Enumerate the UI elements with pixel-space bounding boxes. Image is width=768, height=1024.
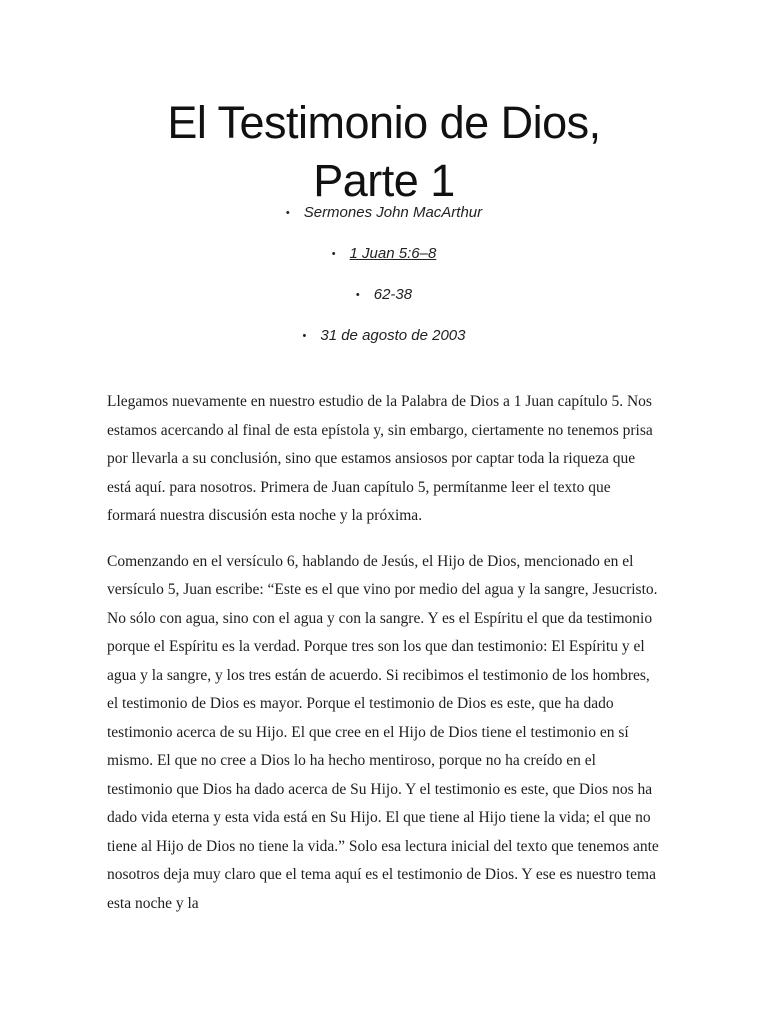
bullet-icon: • <box>285 207 290 219</box>
title-line-2: Parte 1 <box>313 155 455 206</box>
sermon-date: 31 de agosto de 2003 <box>320 327 466 344</box>
meta-item-scripture <box>0 239 768 280</box>
sermon-meta-list <box>0 198 768 362</box>
sermon-code: 62-38 <box>373 286 413 303</box>
bullet-icon: • <box>302 330 307 342</box>
paragraph: Comenzando en el versículo 6, hablando de Jesús, el Hijo de Dios, mencionado en el versículo 5, Juan escribe: “Este es el que vino por medio del agua y la sangre, Jesucristo. No sólo con agua, sino con el agua y con la sangre. Y es el Espíritu el que da testimonio porque el Espíritu es la verdad. Porque tres son los que dan testimonio: El Espíritu y el agua y la sangre, y los tres están de acuerdo. Si recibimos el testimonio de los hombres, el testimonio de Dios es mayor. Porque el testimonio de Dios es este, que ha dado testimonio acerca de su Hijo. El que cree en el Hijo de Dios tiene el testimonio en sí mismo. El que no cree a Dios lo ha hecho mentiroso, porque no ha creído en el testimonio que Dios ha dado acerca de Su Hijo. Y el testimonio es este, que Dios nos ha dado vida eterna y esta vida está en Su Hijo. El que tiene al Hijo tiene la vida; el que no tiene al Hijo de Dios no tiene la vida.” Solo esa lectura inicial del texto que tenemos ante nosotros deja muy claro que el tema aquí es el testimonio de Dios. Y ese es nuestro tema esta noche y la <box>107 552 659 912</box>
paragraph: Llegamos nuevamente en nuestro estudio de la Palabra de Dios a 1 Juan capítulo 5. Nos estamos acercando al final de esta epístola y, sin embargo, ciertamente no tenemos prisa por llevarla a su conclusión, sino que estamos ansiosos por captar toda la riqueza que está aquí. para nosotros. Primera de Juan capítulo 5, permítanme leer el texto que formará nuestra discusión esta noche y la próxima. <box>107 393 653 524</box>
bullet-icon: • <box>355 289 360 301</box>
title-line-1: El Testimonio de Dios, <box>167 97 601 148</box>
sermon-body <box>107 388 663 935</box>
scripture-link[interactable]: 1 Juan 5:6–8 <box>349 245 437 262</box>
meta-item-series <box>0 198 768 239</box>
meta-item-code <box>0 280 768 321</box>
meta-item-date <box>0 321 768 362</box>
page-title <box>0 94 768 210</box>
bullet-icon: • <box>331 248 336 260</box>
series-label: Sermones John MacArthur <box>303 204 483 221</box>
